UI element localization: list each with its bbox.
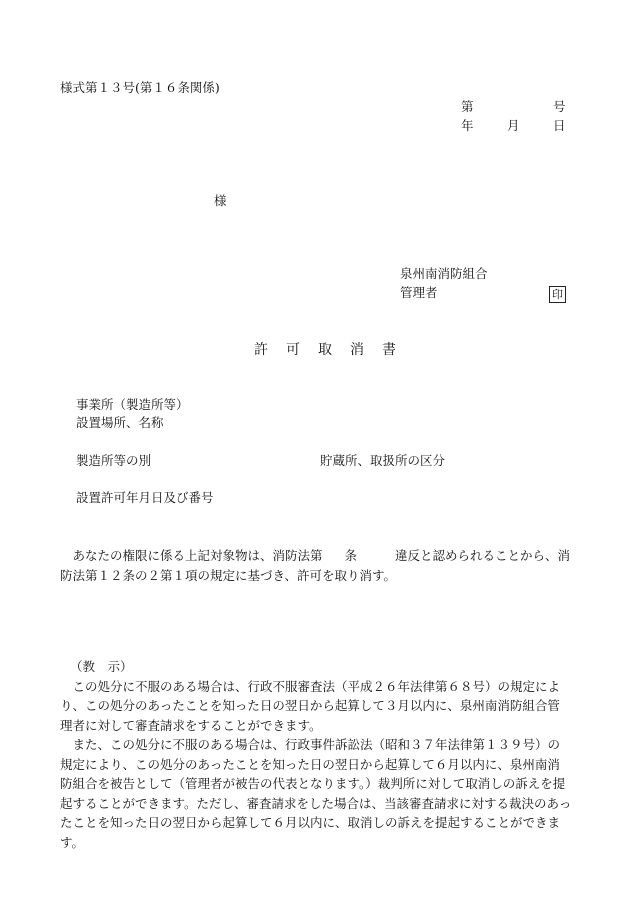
addressee-honorific: 様: [214, 193, 227, 208]
body-text-c: 違反と認められることから、消防法第１２条の２第１項の規定に基づき、許可を取り消す。: [60, 548, 571, 583]
date-year: 年: [461, 118, 474, 133]
notice-paragraph-1: この処分に不服のある場合は、行政不服審査法（平成２６年法律第６８号）の規定により、この処分のあったことを知った日の翌日から起算して３月以内に、泉州南消防組合管理者に対して審査請求をすることができます。: [60, 678, 561, 733]
notice-heading: （教 示）: [70, 659, 133, 674]
document-title: [254, 343, 396, 357]
field-subcategory: 貯蔵所、取扱所の区分: [320, 453, 446, 468]
date-day: 日: [553, 118, 566, 133]
field-establishment: 事業所（製造所等）: [76, 397, 189, 412]
field-location-name: 設置場所、名称: [76, 415, 164, 430]
body-text-b: 条: [344, 548, 358, 563]
title-char: 書: [382, 342, 396, 358]
notice-paragraph-2: また、この処分に不服のある場合は、行政事件訴訟法（昭和３７年法律第１３９号）の規定により、この処分のあったことを知った日の翌日から起算して６月以内に、泉州南消防組合を被告として（管理者が被告の代表となります。）裁判所に対して取消しの訴えを提起することができます。ただし、審査請求をした場合は、当該審査請求に対する裁決のあったことを知った日の翌日から起算して６月以内に、取消しの訴えを提起することができます。: [60, 737, 572, 850]
date-month: 月: [507, 118, 520, 133]
doc-number-prefix: 第: [461, 99, 474, 114]
notice-section: [60, 657, 572, 852]
title-char: 可: [286, 342, 300, 358]
title-char: 許: [254, 342, 268, 358]
field-permit-date-number: 設置許可年月日及び番号: [76, 490, 214, 505]
title-char: 取: [318, 342, 332, 358]
title-char: 消: [350, 342, 364, 358]
doc-number-suffix: 号: [553, 99, 566, 114]
body-text-a: あなたの権限に係る上記対象物は、消防法第: [72, 548, 323, 563]
body-paragraph: [60, 546, 572, 585]
field-category: 製造所等の別: [76, 453, 152, 468]
issuer-org: 泉州南消防組合: [400, 266, 488, 281]
form-number: 様式第１３号(第１６条関係): [60, 80, 220, 95]
seal-stamp: 印: [549, 286, 566, 303]
issuer-title: 管理者: [400, 285, 438, 300]
